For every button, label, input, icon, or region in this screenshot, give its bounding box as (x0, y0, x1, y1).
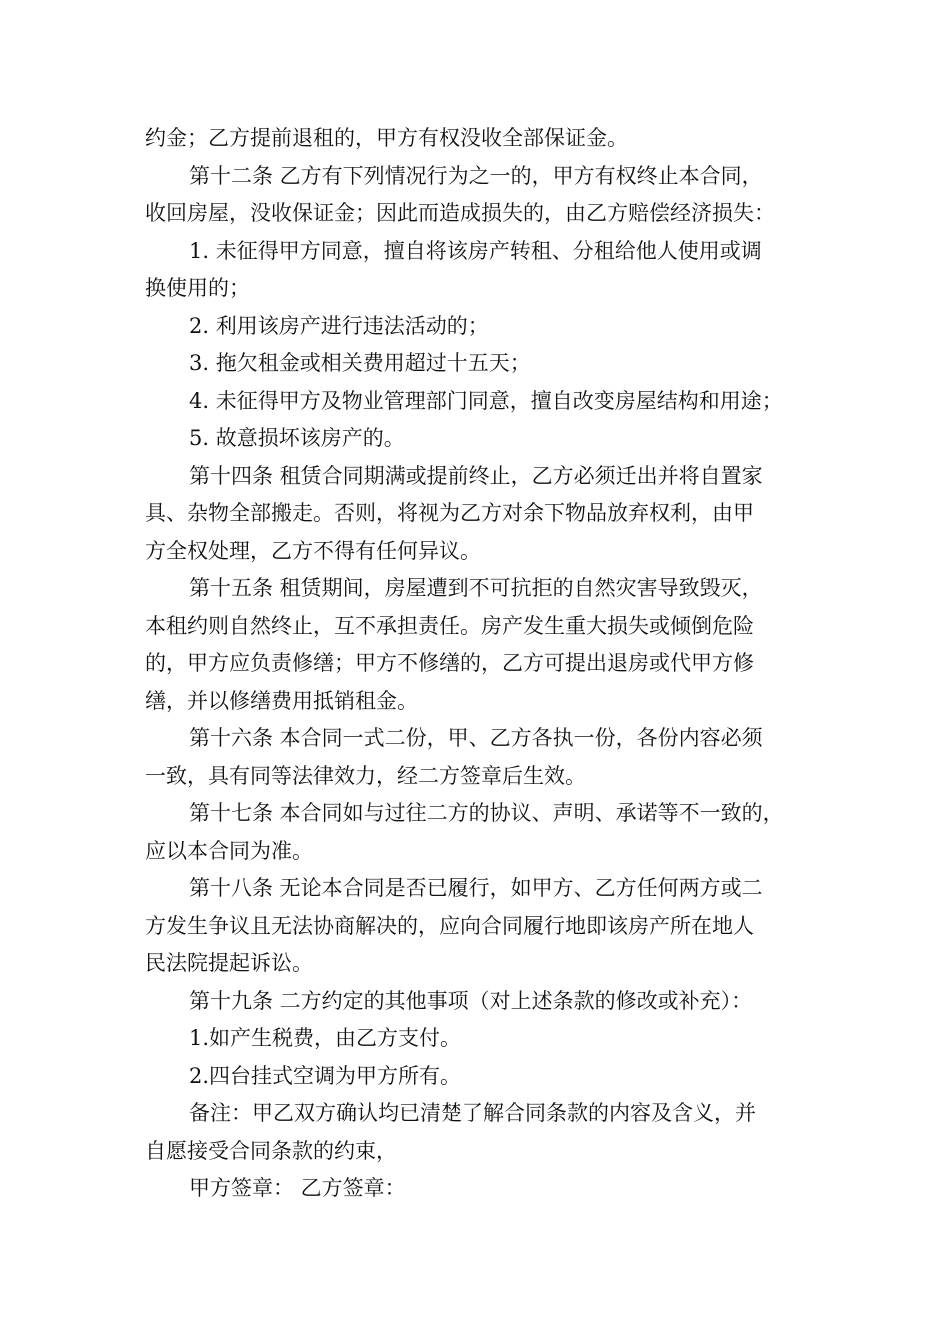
document-line: 第十九条 二方约定的其他事项（对上述条款的修改或补充）： (189, 988, 753, 1013)
document-line: 备注：甲乙双方确认均已清楚了解合同条款的内容及含义，并 (189, 1101, 756, 1125)
document-line: 2.四台挂式空调为甲方所有。 (189, 1063, 462, 1088)
document-line: 一致，具有同等法律效力，经二方签章后生效。 (145, 763, 586, 788)
document-line: 1. 未征得甲方同意，擅自将该房产转租、分租给他人使用或调 (189, 238, 762, 263)
document-line: 的，甲方应负责修缮；甲方不修缮的，乙方可提出退房或代甲方修 (145, 651, 754, 675)
document-line: 方发生争议且无法协商解决的，应向合同履行地即该房产所在地人 (145, 913, 754, 938)
document-line: 收回房屋，没收保证金；因此而造成损失的，由乙方赔偿经济损失： (145, 201, 775, 225)
document-line: 缮，并以修缮费用抵销租金。 (145, 688, 418, 713)
document-line: 本租约则自然终止，互不承担责任。房产发生重大损失或倾倒危险 (145, 613, 754, 638)
document-line: 具、杂物全部搬走。否则，将视为乙方对余下物品放弃权利，由甲 (145, 501, 754, 525)
document-line: 第十二条 乙方有下列情况行为之一的，甲方有权终止本合同， (189, 163, 763, 188)
document-line: 2. 利用该房产进行违法活动的； (189, 313, 489, 338)
document-line: 自愿接受合同条款的约束， (145, 1138, 397, 1163)
document-line: 第十五条 租赁期间，房屋遭到不可抗拒的自然灾害导致毁灭， (189, 576, 763, 600)
document-line: 第十六条 本合同一式二份，甲、乙方各执一份，各份内容必须 (189, 726, 763, 750)
document-line: 约金；乙方提前退租的，甲方有权没收全部保证金。 (145, 126, 628, 150)
document-line: 5. 故意损坏该房产的。 (189, 426, 405, 450)
document-line: 民法院提起诉讼。 (145, 951, 313, 975)
document-line: 换使用的； (145, 276, 250, 300)
document-line: 第十四条 租赁合同期满或提前终止，乙方必须迁出并将自置家 (189, 463, 763, 488)
document-line: 1.如产生税费，由乙方支付。 (189, 1026, 462, 1050)
document-line: 4. 未征得甲方及物业管理部门同意，擅自改变房屋结构和用途； (189, 388, 783, 413)
document-body (145, 120, 810, 1208)
document-line: 方全权处理，乙方不得有任何异议。 (145, 538, 481, 563)
document-line: 应以本合同为准。 (145, 838, 313, 863)
document-line: 甲方签章： 乙方签章： (189, 1176, 406, 1200)
document-line: 第十八条 无论本合同是否已履行，如甲方、乙方任何两方或二 (189, 876, 763, 900)
document-line: 第十七条 本合同如与过往二方的协议、声明、承诺等不一致的， (189, 801, 784, 825)
document-line: 3. 拖欠租金或相关费用超过十五天； (189, 351, 531, 375)
